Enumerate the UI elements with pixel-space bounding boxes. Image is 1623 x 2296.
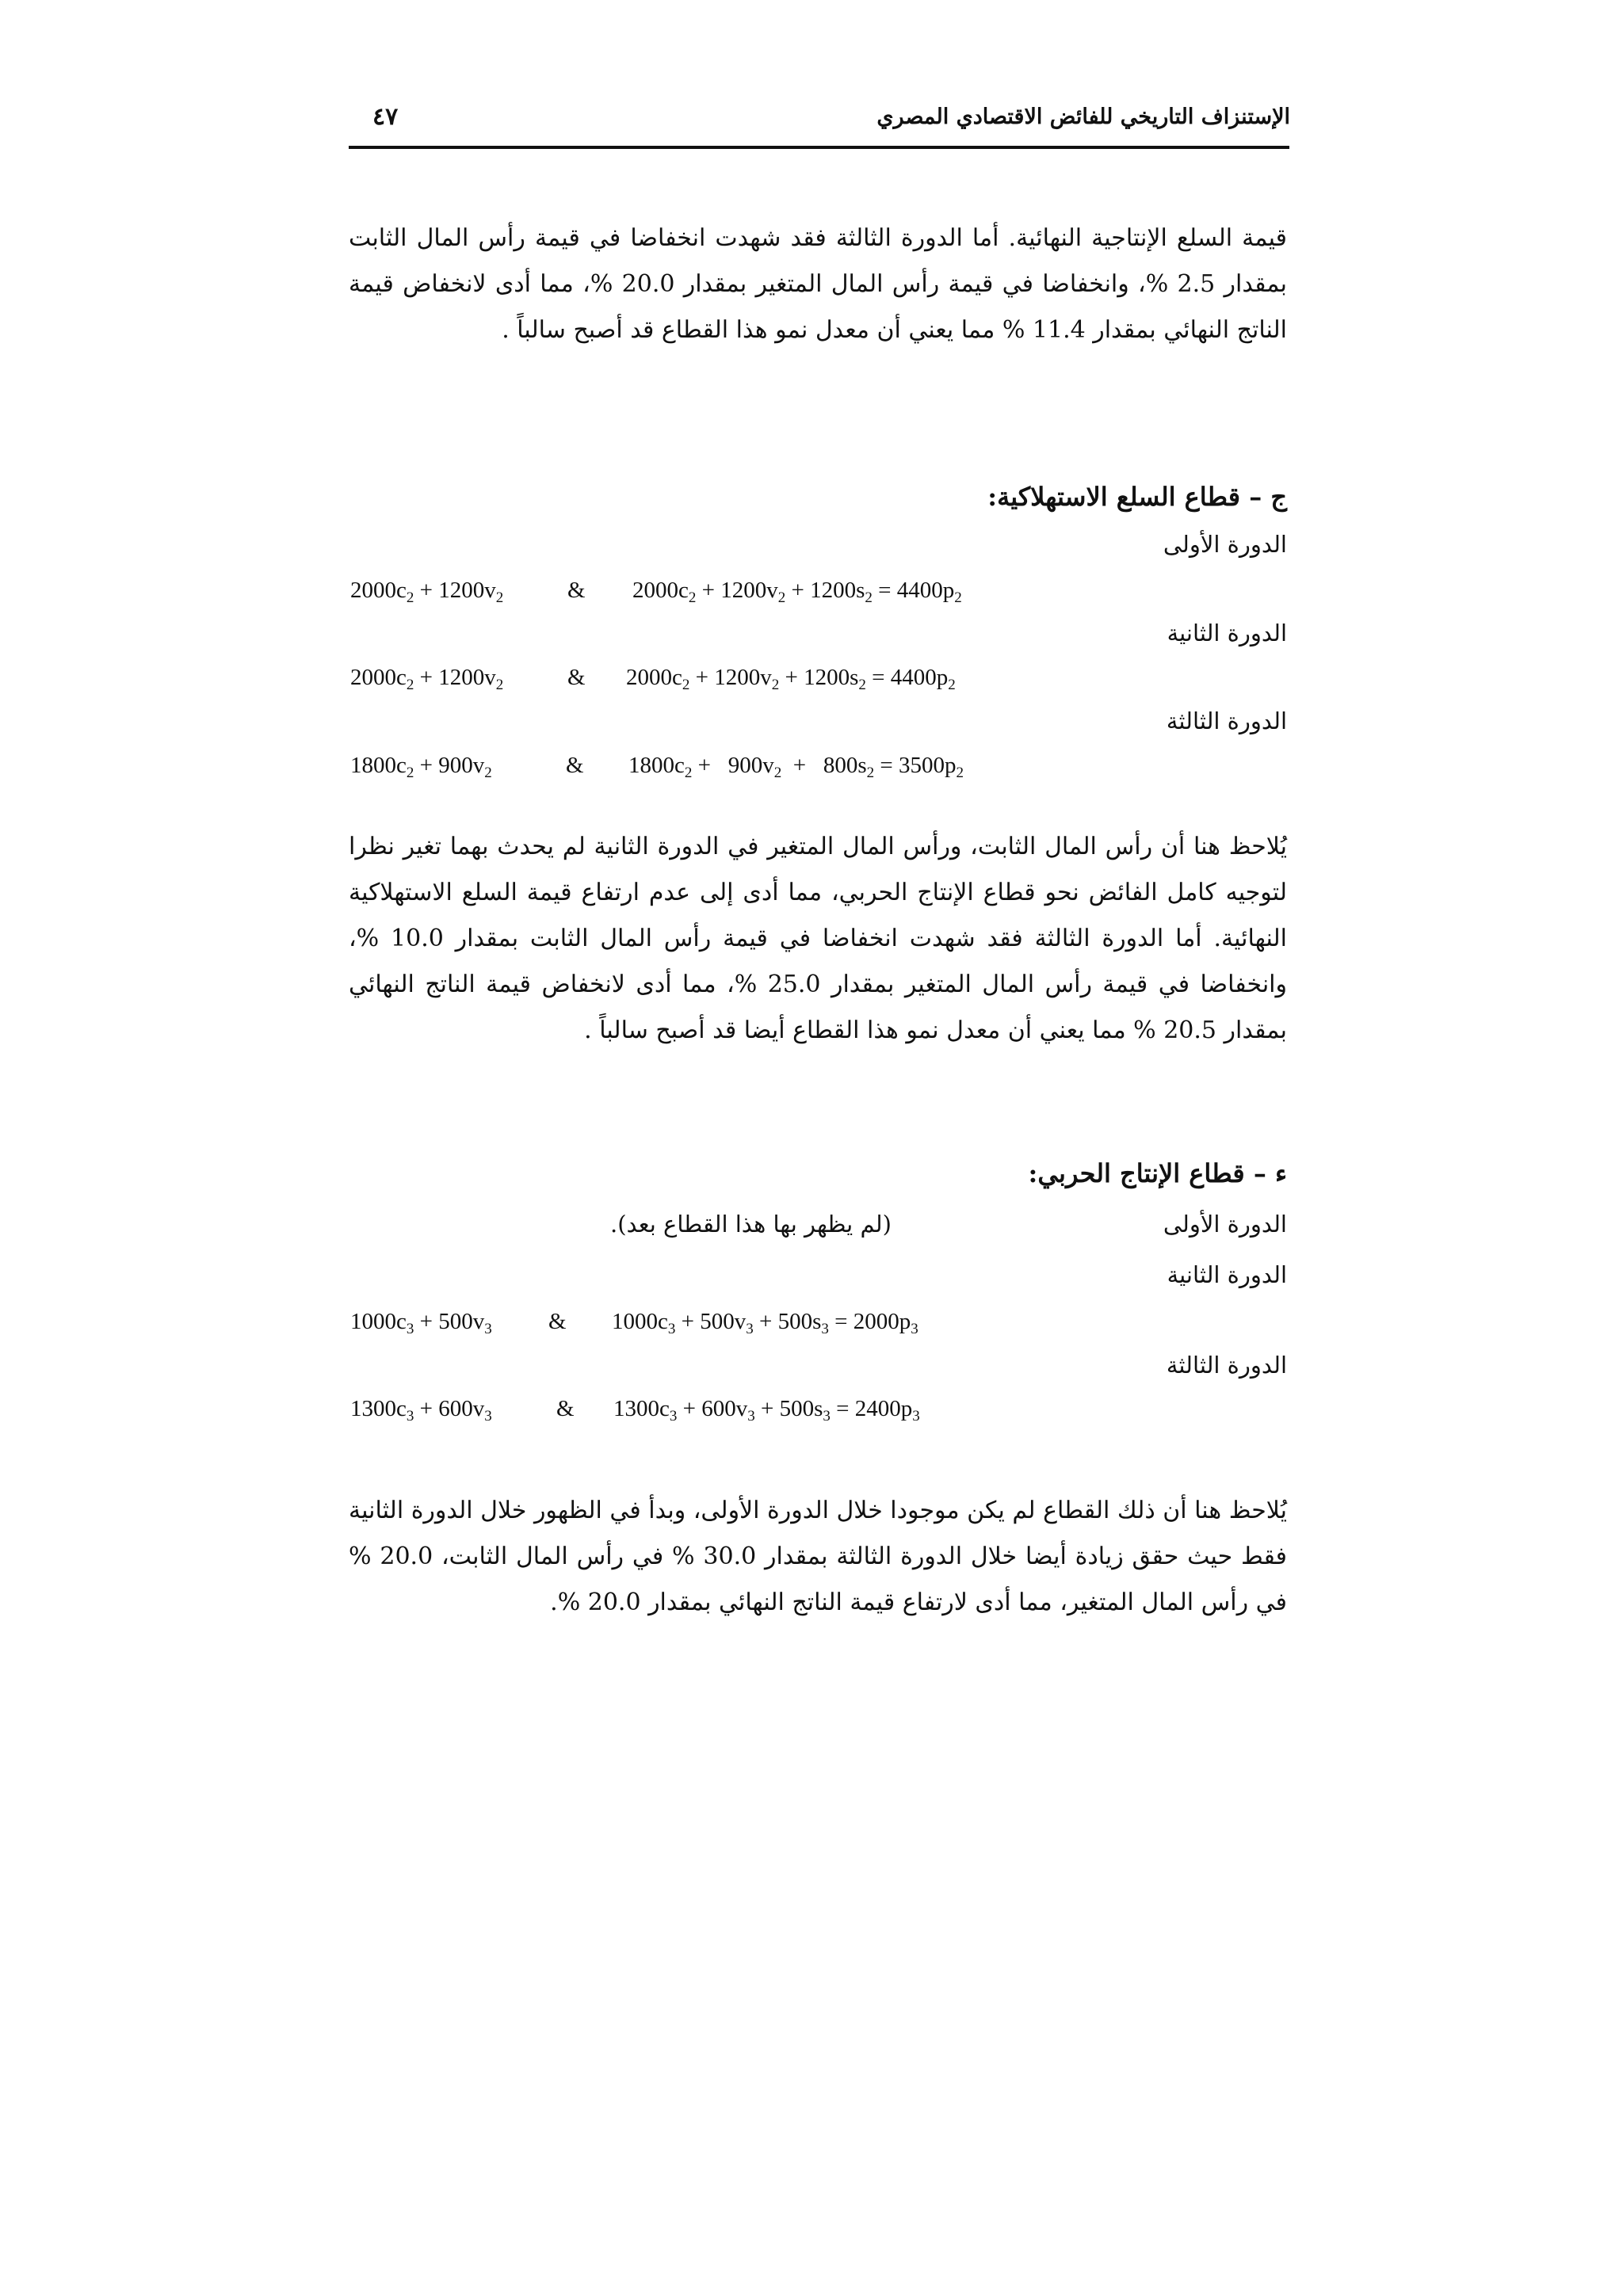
- equation-right: [613, 1396, 920, 1425]
- equation-left: [350, 1309, 492, 1338]
- equation-subscript: 3: [406, 1321, 414, 1337]
- equation-subscript: 2: [684, 765, 693, 781]
- equation-term: + 600v: [677, 1396, 748, 1421]
- equation-left: [350, 665, 503, 694]
- equation-subscript: 3: [746, 1321, 754, 1337]
- paragraph-consumer-goods-analysis: يُلاحظ هنا أن رأس المال الثابت، ورأس المال المتغير في الدورة الثانية لم يحدث بهما تغير نظرا لتوجيه كامل الفائض نحو قطاع الإنتاج الحربي، مما أدى إلى عدم ارتفاع قيمة السلع الاستهلاكية النهائية. أما الدورة الثالثة فقد شهدت انخفاضا في قيمة رأس المال الثابت بمقدار 10.0 %، وانخفاضا في قيمة رأس المال المتغير بمقدار 25.0 %، مما أدى لانخفاض قيمة الناتج النهائي بمقدار 20.5 % مما يعني أن معدل نمو هذا القطاع أيضا قد أصبح سالباً .: [349, 833, 1287, 1044]
- equation-subscript: 3: [484, 1321, 492, 1337]
- equation-left: [350, 1396, 492, 1425]
- equation-term: 2000c: [350, 665, 407, 690]
- equation-subscript: 2: [682, 677, 690, 693]
- cycle-label: الدورة الثانية: [1167, 1261, 1287, 1288]
- first-cycle-note: (لم يظهر بها هذا القطاع بعد).: [610, 1211, 892, 1238]
- equation-subscript: 3: [747, 1408, 755, 1425]
- cycle-label: الدورة الأولى: [1163, 531, 1287, 558]
- equation-subscript: 2: [866, 765, 875, 781]
- equation-ampersand: &: [548, 1309, 567, 1334]
- equation-term: + 600v: [414, 1396, 485, 1421]
- page-number: ٤٧: [372, 103, 399, 131]
- equation-subscript: 3: [667, 1321, 676, 1337]
- equation-subscript: 3: [911, 1321, 918, 1337]
- equation-right: [612, 1309, 918, 1338]
- equation-term: 1800c: [350, 753, 407, 778]
- paragraph-military-sector-analysis: يُلاحظ هنا أن ذلك القطاع لم يكن موجودا خلال الدورة الأولى، وبدأ في الظهور خلال الدورة الثانية فقط حيث حقق زيادة أيضا خلال الدورة الثالثة بمقدار 30.0 % في رأس المال الثابت، 20.0 % في رأس المال المتغير، مما أدى لارتفاع قيمة الناتج النهائي بمقدار 20.0 %.: [349, 1497, 1287, 1616]
- equation-subscript: 2: [858, 677, 866, 693]
- equation-left: [350, 578, 503, 607]
- equation-subscript: 2: [773, 765, 782, 781]
- equation-right: [632, 578, 962, 607]
- equation-term: 2000c: [626, 665, 682, 690]
- section-heading-consumer-goods: ج – قطاع السلع الاستهلاكية:: [987, 482, 1287, 512]
- equation-ampersand: &: [567, 578, 586, 603]
- equation-right: [626, 665, 956, 694]
- equation-subscript: 2: [948, 677, 956, 693]
- equation-term: = 4400p: [872, 578, 955, 603]
- equation-term: + 1200v: [689, 665, 772, 690]
- running-header-title: الإستنزاف التاريخي للفائض الاقتصادي المصري: [876, 105, 1290, 129]
- equation-term: 1800c: [628, 753, 685, 778]
- equation-subscript: 3: [406, 1408, 414, 1425]
- equation-term: + 900v: [692, 753, 774, 778]
- equation-subscript: 2: [406, 589, 414, 606]
- cycle-label: الدورة الثالثة: [1166, 1352, 1287, 1379]
- equation-term: 2000c: [350, 578, 407, 603]
- equation-subscript: 2: [956, 765, 964, 781]
- equation-subscript: 2: [954, 589, 962, 606]
- equation-term: + 500s: [754, 1396, 823, 1421]
- equation-subscript: 3: [669, 1408, 678, 1425]
- equation-subscript: 2: [406, 677, 414, 693]
- equation-term: + 1200v: [414, 578, 496, 603]
- equation-term: + 1200v: [414, 665, 496, 690]
- equation-term: + 500s: [753, 1309, 822, 1334]
- equation-left: [350, 753, 492, 782]
- equation-term: + 500v: [675, 1309, 747, 1334]
- equation-subscript: 3: [823, 1408, 831, 1425]
- paragraph-intermediate-sector-summary: قيمة السلع الإنتاجية النهائية. أما الدورة الثالثة فقد شهدت انخفاضا في قيمة رأس المال الثابت بمقدار 2.5 %، وانخفاضا في قيمة رأس المال المتغير بمقدار 20.0 %، مما أدى لانخفاض قيمة الناتج النهائي بمقدار 11.4 % مما يعني أن معدل نمو هذا القطاع قد أصبح سالباً .: [349, 224, 1287, 344]
- cycle-label: الدورة الثانية: [1167, 620, 1287, 646]
- equation-subscript: 2: [777, 589, 786, 606]
- equation-subscript: 3: [912, 1408, 920, 1425]
- equation-term: 1300c: [613, 1396, 670, 1421]
- cycle-label: الدورة الأولى: [1163, 1211, 1287, 1238]
- equation-term: + 1200s: [785, 578, 865, 603]
- equation-term: + 900v: [414, 753, 485, 778]
- equation-term: + 500v: [414, 1309, 485, 1334]
- equation-term: 1300c: [350, 1396, 407, 1421]
- equation-subscript: 2: [495, 589, 504, 606]
- equation-term: = 4400p: [865, 665, 949, 690]
- equation-term: = 2000p: [828, 1309, 911, 1334]
- equation-term: = 2400p: [830, 1396, 913, 1421]
- equation-subscript: 2: [495, 677, 504, 693]
- cycle-label: الدورة الثالثة: [1166, 707, 1287, 734]
- equation-subscript: 2: [406, 765, 414, 781]
- equation-term: + 1200s: [779, 665, 859, 690]
- equation-term: = 3500p: [874, 753, 957, 778]
- equation-term: + 800s: [781, 753, 867, 778]
- equation-subscript: 2: [484, 765, 492, 781]
- equation-subscript: 2: [865, 589, 873, 606]
- equation-subscript: 3: [821, 1321, 829, 1337]
- equation-subscript: 2: [688, 589, 697, 606]
- equation-ampersand: &: [556, 1396, 575, 1421]
- equation-ampersand: &: [567, 665, 586, 690]
- equation-subscript: 3: [484, 1408, 492, 1425]
- equation-term: + 1200v: [696, 578, 778, 603]
- equation-ampersand: &: [566, 753, 584, 778]
- equation-subscript: 2: [771, 677, 780, 693]
- equation-right: [628, 753, 964, 782]
- equation-term: 1000c: [612, 1309, 668, 1334]
- equation-term: 2000c: [632, 578, 689, 603]
- header-rule: [349, 146, 1289, 149]
- equation-term: 1000c: [350, 1309, 407, 1334]
- section-heading-military-production: ء – قطاع الإنتاج الحربي:: [1028, 1158, 1287, 1188]
